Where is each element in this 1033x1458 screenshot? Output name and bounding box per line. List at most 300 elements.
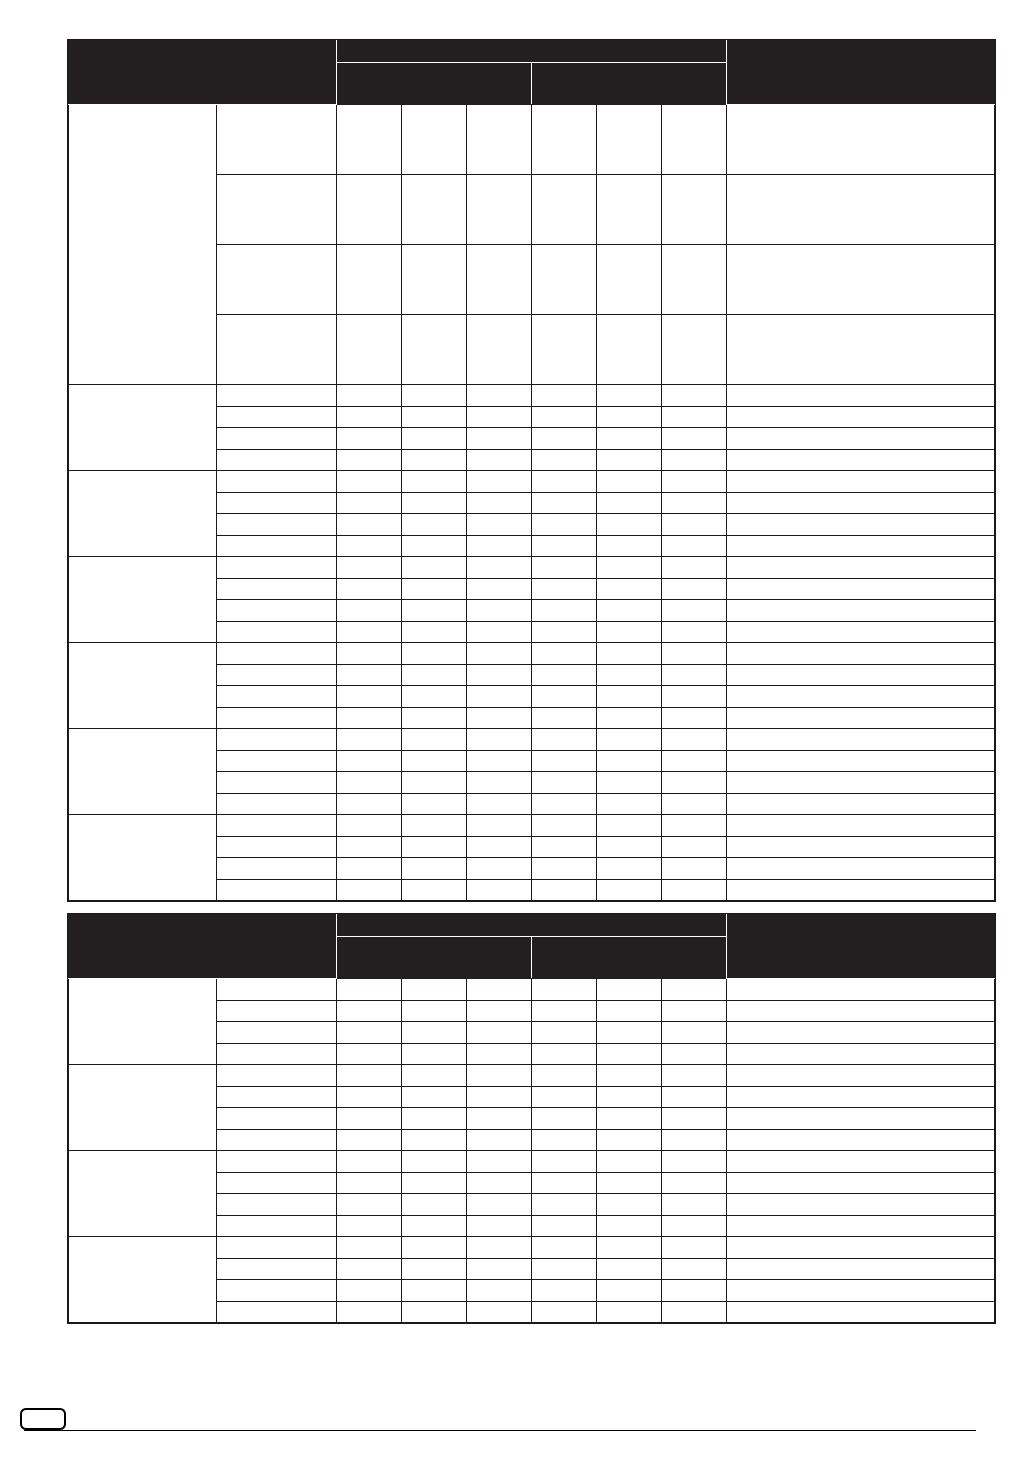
- value-cell: [662, 105, 727, 175]
- row-label-cell: [217, 836, 337, 858]
- note-cell: [727, 772, 995, 794]
- value-cell: [467, 1237, 532, 1259]
- value-cell: [597, 1258, 662, 1280]
- value-cell: [467, 471, 532, 493]
- value-cell: [402, 557, 467, 579]
- value-cell: [597, 1194, 662, 1216]
- value-cell: [532, 1194, 597, 1216]
- value-cell: [597, 1151, 662, 1173]
- row-label-cell: [217, 643, 337, 665]
- row-label-cell: [217, 1129, 337, 1151]
- value-cell: [337, 1194, 402, 1216]
- value-cell: [337, 1108, 402, 1130]
- value-cell: [597, 514, 662, 536]
- value-cell: [532, 772, 597, 794]
- value-cell: [467, 858, 532, 880]
- value-cell: [337, 707, 402, 729]
- value-cell: [662, 449, 727, 471]
- value-cell: [532, 535, 597, 557]
- value-cell: [532, 428, 597, 450]
- value-cell: [402, 600, 467, 622]
- note-cell: [727, 815, 995, 837]
- value-cell: [402, 105, 467, 175]
- value-cell: [532, 175, 597, 245]
- value-cell: [662, 729, 727, 751]
- value-cell: [597, 793, 662, 815]
- row-label-cell: [217, 1022, 337, 1044]
- value-cell: [597, 105, 662, 175]
- value-cell: [467, 105, 532, 175]
- value-cell: [532, 315, 597, 385]
- row-label-cell: [217, 1000, 337, 1022]
- value-cell: [532, 707, 597, 729]
- value-cell: [532, 1022, 597, 1044]
- value-cell: [337, 1301, 402, 1323]
- column-group-header: [337, 915, 727, 937]
- value-cell: [337, 449, 402, 471]
- value-cell: [337, 979, 402, 1001]
- value-cell: [402, 750, 467, 772]
- value-cell: [662, 1301, 727, 1323]
- value-cell: [467, 514, 532, 536]
- value-cell: [467, 793, 532, 815]
- value-cell: [597, 836, 662, 858]
- value-cell: [662, 686, 727, 708]
- value-cell: [597, 175, 662, 245]
- note-cell: [727, 1000, 995, 1022]
- value-cell: [337, 175, 402, 245]
- value-cell: [597, 1129, 662, 1151]
- note-cell: [727, 664, 995, 686]
- value-cell: [662, 1022, 727, 1044]
- row-label-cell: [217, 1280, 337, 1302]
- value-cell: [662, 664, 727, 686]
- value-cell: [532, 471, 597, 493]
- row-label-cell: [217, 750, 337, 772]
- value-cell: [337, 772, 402, 794]
- row-label-cell: [217, 1065, 337, 1087]
- value-cell: [662, 836, 727, 858]
- note-cell: [727, 729, 995, 751]
- row-label-cell: [217, 492, 337, 514]
- value-cell: [402, 643, 467, 665]
- value-cell: [402, 1108, 467, 1130]
- group-label-cell: [69, 979, 217, 1065]
- value-cell: [402, 315, 467, 385]
- value-cell: [597, 643, 662, 665]
- value-cell: [662, 557, 727, 579]
- value-cell: [532, 1258, 597, 1280]
- value-cell: [662, 406, 727, 428]
- value-cell: [662, 535, 727, 557]
- table-row: [69, 471, 995, 493]
- value-cell: [337, 1065, 402, 1087]
- note-cell: [727, 1215, 995, 1237]
- note-cell: [727, 836, 995, 858]
- value-cell: [532, 1065, 597, 1087]
- value-cell: [662, 514, 727, 536]
- value-cell: [337, 535, 402, 557]
- value-cell: [402, 1000, 467, 1022]
- value-cell: [662, 793, 727, 815]
- value-cell: [467, 1065, 532, 1087]
- subgroup-b-header: [532, 937, 727, 979]
- note-cell: [727, 315, 995, 385]
- value-cell: [467, 557, 532, 579]
- group-label-cell: [69, 471, 217, 557]
- value-cell: [597, 1108, 662, 1130]
- value-cell: [402, 979, 467, 1001]
- value-cell: [662, 750, 727, 772]
- value-cell: [597, 664, 662, 686]
- value-cell: [337, 643, 402, 665]
- subgroup-a-header: [337, 937, 532, 979]
- note-cell: [727, 643, 995, 665]
- value-cell: [402, 686, 467, 708]
- row-label-cell: [217, 1301, 337, 1323]
- compatibility-table-bottom: [68, 914, 995, 1323]
- value-cell: [402, 1043, 467, 1065]
- row-label-cell: [217, 449, 337, 471]
- value-cell: [402, 492, 467, 514]
- subgroup-b-header: [532, 63, 727, 105]
- note-cell: [727, 514, 995, 536]
- row-label-cell: [217, 471, 337, 493]
- value-cell: [467, 1151, 532, 1173]
- value-cell: [337, 245, 402, 315]
- value-cell: [467, 1280, 532, 1302]
- value-cell: [402, 1151, 467, 1173]
- value-cell: [467, 406, 532, 428]
- value-cell: [467, 385, 532, 407]
- value-cell: [402, 1129, 467, 1151]
- value-cell: [597, 772, 662, 794]
- value-cell: [662, 1194, 727, 1216]
- value-cell: [467, 535, 532, 557]
- row-label-cell: [217, 858, 337, 880]
- value-cell: [337, 815, 402, 837]
- group-label-cell: [69, 729, 217, 815]
- value-cell: [467, 1194, 532, 1216]
- value-cell: [337, 315, 402, 385]
- row-label-cell: [217, 815, 337, 837]
- note-cell: [727, 471, 995, 493]
- value-cell: [597, 750, 662, 772]
- table-body: [69, 979, 995, 1323]
- value-cell: [532, 858, 597, 880]
- group-label-cell: [69, 1237, 217, 1323]
- value-cell: [532, 793, 597, 815]
- value-cell: [532, 492, 597, 514]
- row-label-cell: [217, 578, 337, 600]
- value-cell: [597, 245, 662, 315]
- value-cell: [467, 1301, 532, 1323]
- value-cell: [662, 245, 727, 315]
- value-cell: [402, 406, 467, 428]
- value-cell: [402, 1215, 467, 1237]
- value-cell: [467, 245, 532, 315]
- value-cell: [337, 1043, 402, 1065]
- value-cell: [402, 772, 467, 794]
- value-cell: [337, 578, 402, 600]
- row-label-cell: [217, 793, 337, 815]
- value-cell: [532, 1172, 597, 1194]
- value-cell: [337, 1237, 402, 1259]
- value-cell: [337, 1129, 402, 1151]
- group-label-cell: [69, 1151, 217, 1237]
- value-cell: [402, 815, 467, 837]
- row-label-cell: [217, 664, 337, 686]
- value-cell: [597, 1065, 662, 1087]
- row-label-cell: [217, 1237, 337, 1259]
- value-cell: [662, 1258, 727, 1280]
- row-label-cell: [217, 1258, 337, 1280]
- value-cell: [597, 600, 662, 622]
- value-cell: [337, 664, 402, 686]
- subgroup-a-header: [337, 63, 532, 105]
- table-row: [69, 643, 995, 665]
- note-cell: [727, 492, 995, 514]
- note-cell: [727, 1022, 995, 1044]
- group-label-cell: [69, 557, 217, 643]
- value-cell: [467, 979, 532, 1001]
- table-row: [69, 557, 995, 579]
- value-cell: [662, 879, 727, 901]
- note-cell: [727, 750, 995, 772]
- value-cell: [662, 1151, 727, 1173]
- value-cell: [402, 707, 467, 729]
- value-cell: [597, 729, 662, 751]
- note-cell: [727, 557, 995, 579]
- value-cell: [337, 514, 402, 536]
- note-cell: [727, 1108, 995, 1130]
- value-cell: [597, 1086, 662, 1108]
- value-cell: [467, 428, 532, 450]
- value-cell: [337, 1280, 402, 1302]
- value-cell: [467, 600, 532, 622]
- value-cell: [597, 428, 662, 450]
- value-cell: [337, 471, 402, 493]
- value-cell: [597, 1237, 662, 1259]
- value-cell: [662, 815, 727, 837]
- note-cell: [727, 1151, 995, 1173]
- value-cell: [467, 1108, 532, 1130]
- value-cell: [402, 175, 467, 245]
- value-cell: [337, 1000, 402, 1022]
- note-cell: [727, 105, 995, 175]
- value-cell: [402, 1301, 467, 1323]
- value-cell: [597, 557, 662, 579]
- value-cell: [337, 750, 402, 772]
- row-label-cell: [217, 979, 337, 1001]
- row-label-cell: [217, 772, 337, 794]
- value-cell: [402, 514, 467, 536]
- value-cell: [532, 449, 597, 471]
- value-cell: [402, 1194, 467, 1216]
- note-cell: [727, 879, 995, 901]
- value-cell: [597, 471, 662, 493]
- value-cell: [337, 600, 402, 622]
- column-group-header: [337, 41, 727, 63]
- value-cell: [597, 1022, 662, 1044]
- value-cell: [662, 1065, 727, 1087]
- value-cell: [532, 1280, 597, 1302]
- value-cell: [467, 686, 532, 708]
- value-cell: [337, 105, 402, 175]
- left-header: [69, 41, 337, 105]
- value-cell: [662, 1000, 727, 1022]
- note-cell: [727, 1280, 995, 1302]
- row-label-cell: [217, 1194, 337, 1216]
- value-cell: [532, 621, 597, 643]
- value-cell: [662, 621, 727, 643]
- value-cell: [532, 385, 597, 407]
- value-cell: [402, 836, 467, 858]
- value-cell: [597, 979, 662, 1001]
- value-cell: [532, 1215, 597, 1237]
- value-cell: [402, 471, 467, 493]
- value-cell: [402, 879, 467, 901]
- value-cell: [337, 793, 402, 815]
- value-cell: [402, 729, 467, 751]
- table-row: [69, 1151, 995, 1173]
- value-cell: [597, 449, 662, 471]
- value-cell: [532, 406, 597, 428]
- value-cell: [467, 315, 532, 385]
- value-cell: [597, 858, 662, 880]
- value-cell: [532, 1301, 597, 1323]
- value-cell: [662, 979, 727, 1001]
- value-cell: [467, 621, 532, 643]
- row-label-cell: [217, 175, 337, 245]
- row-label-cell: [217, 600, 337, 622]
- row-label-cell: [217, 1151, 337, 1173]
- value-cell: [532, 836, 597, 858]
- value-cell: [597, 621, 662, 643]
- value-cell: [402, 1022, 467, 1044]
- row-label-cell: [217, 315, 337, 385]
- value-cell: [467, 449, 532, 471]
- note-cell: [727, 245, 995, 315]
- value-cell: [597, 707, 662, 729]
- row-label-cell: [217, 557, 337, 579]
- value-cell: [597, 315, 662, 385]
- value-cell: [402, 1172, 467, 1194]
- value-cell: [467, 815, 532, 837]
- value-cell: [467, 578, 532, 600]
- value-cell: [467, 1000, 532, 1022]
- note-cell: [727, 385, 995, 407]
- value-cell: [402, 1065, 467, 1087]
- note-cell: [727, 1258, 995, 1280]
- note-cell: [727, 1129, 995, 1151]
- value-cell: [337, 1172, 402, 1194]
- value-cell: [337, 879, 402, 901]
- value-cell: [662, 1215, 727, 1237]
- table-row: [69, 385, 995, 407]
- value-cell: [337, 686, 402, 708]
- row-label-cell: [217, 1086, 337, 1108]
- language-tab: [20, 1408, 66, 1430]
- value-cell: [597, 1000, 662, 1022]
- value-cell: [467, 643, 532, 665]
- row-label-cell: [217, 428, 337, 450]
- table-row: [69, 1237, 995, 1259]
- row-label-cell: [217, 1215, 337, 1237]
- row-label-cell: [217, 385, 337, 407]
- group-label-cell: [69, 385, 217, 471]
- note-cell: [727, 1237, 995, 1259]
- table-body: [69, 105, 995, 901]
- note-cell: [727, 707, 995, 729]
- value-cell: [337, 492, 402, 514]
- value-cell: [467, 1258, 532, 1280]
- group-label-cell: [69, 105, 217, 385]
- value-cell: [467, 492, 532, 514]
- value-cell: [662, 1108, 727, 1130]
- value-cell: [597, 1215, 662, 1237]
- value-cell: [597, 1280, 662, 1302]
- value-cell: [402, 449, 467, 471]
- note-cell: [727, 578, 995, 600]
- table-row: [69, 729, 995, 751]
- value-cell: [337, 1086, 402, 1108]
- value-cell: [467, 772, 532, 794]
- value-cell: [532, 643, 597, 665]
- row-label-cell: [217, 729, 337, 751]
- value-cell: [532, 729, 597, 751]
- value-cell: [402, 793, 467, 815]
- note-cell: [727, 406, 995, 428]
- value-cell: [532, 514, 597, 536]
- value-cell: [662, 1043, 727, 1065]
- note-cell: [727, 1194, 995, 1216]
- value-cell: [662, 1280, 727, 1302]
- value-cell: [662, 600, 727, 622]
- value-cell: [597, 1172, 662, 1194]
- group-label-cell: [69, 1065, 217, 1151]
- value-cell: [597, 1301, 662, 1323]
- value-cell: [402, 1258, 467, 1280]
- note-cell: [727, 621, 995, 643]
- value-cell: [402, 664, 467, 686]
- value-cell: [662, 1172, 727, 1194]
- value-cell: [597, 686, 662, 708]
- note-cell: [727, 1065, 995, 1087]
- value-cell: [467, 1129, 532, 1151]
- table-row: [69, 1065, 995, 1087]
- left-header: [69, 915, 337, 979]
- value-cell: [597, 385, 662, 407]
- value-cell: [467, 1215, 532, 1237]
- value-cell: [467, 836, 532, 858]
- note-cell: [727, 175, 995, 245]
- value-cell: [402, 535, 467, 557]
- value-cell: [402, 1237, 467, 1259]
- value-cell: [662, 1129, 727, 1151]
- value-cell: [532, 600, 597, 622]
- footer-rule: [24, 1430, 976, 1431]
- value-cell: [662, 385, 727, 407]
- value-cell: [532, 557, 597, 579]
- value-cell: [662, 492, 727, 514]
- value-cell: [662, 428, 727, 450]
- note-cell: [727, 858, 995, 880]
- value-cell: [337, 1215, 402, 1237]
- note-cell: [727, 1086, 995, 1108]
- table-row: [69, 979, 995, 1001]
- value-cell: [532, 750, 597, 772]
